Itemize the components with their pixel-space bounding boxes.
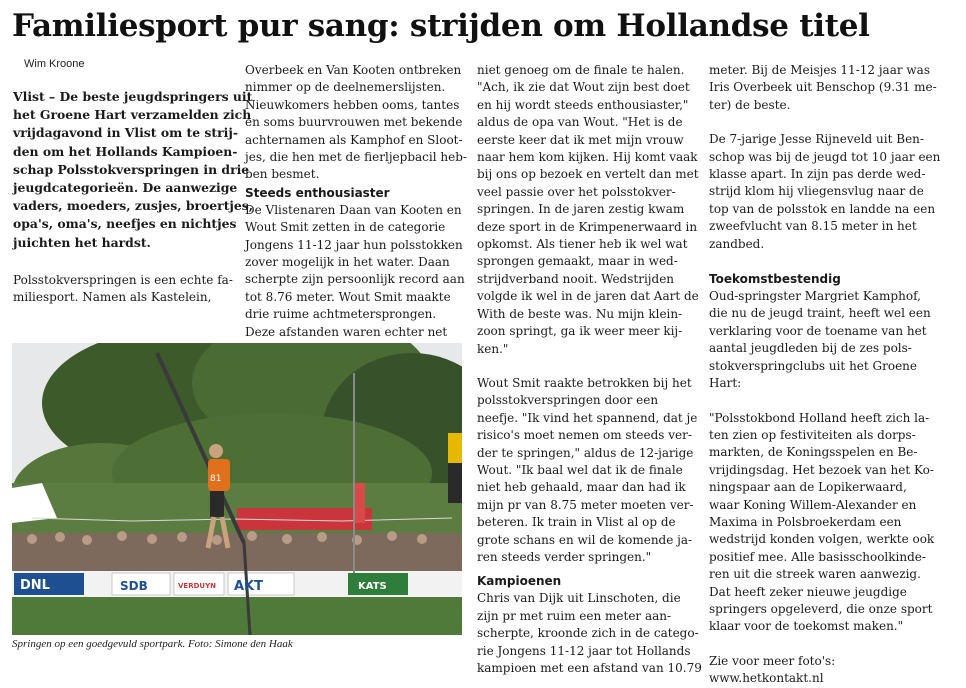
text-line: strijd klom hij vliegensvlug naar de — [709, 184, 924, 199]
text-line: With de beste was. Nu mijn klein- — [477, 306, 683, 321]
jersey-number: 81 — [210, 474, 222, 484]
text-line: eerste keer dat ik met mijn vrouw — [477, 132, 684, 147]
text-line: Zie voor meer foto's: — [709, 653, 836, 668]
text-line: Wout Smit raakte betrokken bij het — [477, 375, 692, 390]
text-line: aldus de opa van Wout. "Het is de — [477, 115, 683, 130]
text-line: ten zien op festiviteiten als dorps- — [709, 427, 916, 442]
body-paragraph — [477, 62, 705, 358]
text-line: ren steeds verder springen." — [477, 549, 652, 564]
text-line: scherpte, kroonde zich in de catego- — [477, 626, 699, 641]
text-line: neefje. "Ik vind het spannend, dat je — [477, 410, 698, 425]
text-line: ren uit die streek waren aanwezig. — [709, 567, 921, 582]
text-line: Vlist – De beste jeugdspringers uit — [13, 89, 253, 104]
text-line: miliesport. Namen als Kastelein, — [13, 290, 212, 305]
banner-akt: AKT — [234, 579, 264, 594]
text-line: opa's, oma's, neefjes en nichtjes — [13, 216, 237, 232]
text-line: meter. Bij de Meisjes 11-12 jaar was — [709, 63, 930, 77]
pole-vault-photo-illustration — [12, 343, 462, 635]
text-line: veel passie over het polsstokver- — [477, 184, 676, 199]
text-line: schop was bij de jeugd tot 10 jaar een — [709, 149, 941, 164]
subheading-steeds-enthousiaster: Steeds enthousiaster — [245, 185, 390, 200]
text-line: springen. In de jaren zestig kwam — [477, 202, 685, 217]
quote-paragraph — [709, 410, 949, 636]
banner-dnl: DNL — [20, 578, 50, 593]
body-paragraph — [709, 62, 949, 114]
text-line: vrijdagavond in Vlist om te strij- — [13, 125, 238, 141]
text-line: ningspaar aan de Lopikerwaard, — [709, 480, 907, 495]
text-line: wedstrijd konden volgen, werkte ook — [709, 532, 935, 547]
text-line: niet heb gehaald, maar dan had ik — [477, 480, 686, 495]
text-line: De 7-jarige Jesse Rijneveld uit Ben- — [709, 132, 924, 147]
subheading-toekomstbestendig: Toekomstbestendig — [709, 272, 841, 287]
text-line: waar Koning Willem-Alexander en — [709, 497, 917, 512]
text-line: mijn pr van 8.75 meter moeten ver- — [477, 497, 694, 512]
text-line: www.hetkontakt.nl — [709, 671, 824, 686]
text-line: "Ach, ik zie dat Wout zijn best doet — [477, 80, 690, 95]
text-line: den om het Hollands Kampioen- — [13, 143, 238, 159]
text-line: Jongens 11-12 jaar hun polsstokken — [245, 237, 463, 252]
more-photos-link[interactable] — [709, 653, 949, 688]
text-line: Polsstokverspringen is een echte fa- — [13, 272, 233, 287]
author-byline: Wim Kroone — [24, 58, 85, 70]
text-line: niet genoeg om de finale te halen. — [477, 63, 685, 77]
text-line: markten, de Koningsspelen en Be- — [709, 445, 918, 460]
article-photo — [12, 343, 462, 635]
body-paragraph — [477, 375, 705, 566]
text-line: grote schans en wil de komende ja- — [477, 532, 693, 547]
text-line: ben besmet. — [245, 167, 320, 182]
text-line: achternamen als Kamphof en Sloot- — [245, 132, 463, 147]
text-line: Oud-springster Margriet Kamphof, — [709, 289, 921, 304]
text-line: Maxima in Polsbroekerdam een — [709, 514, 902, 529]
text-line: top van de polsstok en landde na een — [709, 201, 936, 216]
photo-caption: Springen op een goedgevuld sportpark. Foto: Simone den Haak — [12, 638, 293, 650]
text-line: springers opgeleverd, die onze sport — [709, 601, 933, 616]
text-line: zover mogelijk in het water. Daan — [245, 255, 450, 270]
text-line: Wout. "Ik baal wel dat ik de finale — [477, 462, 683, 477]
text-line: Wout Smit zetten in de categorie — [245, 220, 446, 235]
text-line: aantal jeugdleden bij de zes pols- — [709, 341, 912, 356]
headline: Familiesport pur sang: strijden om Hollandse titel — [12, 8, 870, 44]
text-line: risico's moet nemen om steeds ver- — [477, 428, 692, 443]
text-line: strijdverband nooit. Wedstrijden — [477, 271, 675, 286]
text-line: zweefvlucht van 8.15 meter in het — [709, 219, 917, 234]
text-line: zoon springt, ga ik weer meer kij- — [477, 324, 683, 339]
article-column-2 — [245, 62, 473, 341]
body-paragraph — [477, 590, 705, 677]
text-line: scherpte zijn persoonlijk record aan — [245, 272, 465, 287]
text-line: het Groene Hart verzamelden zich — [13, 107, 252, 123]
text-line: ter) de beste. — [709, 97, 791, 112]
body-paragraph — [245, 62, 473, 184]
text-line: Dat heeft zeker nieuwe jeugdige — [709, 584, 907, 599]
text-line: polsstokverspringen door een — [477, 393, 659, 408]
text-line: zijn pr met ruim een meter aan- — [477, 608, 672, 623]
text-line: vaders, moeders, zusjes, broertjes, — [13, 198, 254, 214]
banner-sdb: SDB — [120, 579, 148, 593]
text-line: drie ruime achtmetersprongen. — [245, 307, 437, 322]
body-paragraph — [13, 272, 241, 307]
text-line: Deze afstanden waren echter net — [245, 324, 448, 339]
text-line: Chris van Dijk uit Linschoten, die — [477, 591, 681, 606]
text-line: Hart: — [709, 376, 742, 391]
text-line: stokverspringclubs uit het Groene — [709, 358, 918, 373]
text-line: juichten het hardst. — [13, 234, 151, 250]
text-line: "Polsstokbond Holland heeft zich la- — [709, 410, 930, 425]
subheading-kampioenen: Kampioenen — [477, 574, 562, 589]
text-line: ken." — [477, 341, 509, 356]
text-line: volgde ik wel in de jaren dat Aart de — [477, 289, 699, 304]
body-paragraph — [245, 202, 473, 341]
body-paragraph — [709, 288, 949, 392]
text-line: bij ons op bezoek en vertelt dan met — [477, 167, 699, 182]
text-line: beteren. Ik train in Vlist al op de — [477, 515, 676, 530]
text-line: der te springen," aldus de 12-jarige — [477, 445, 694, 460]
text-line: klaar voor de toekomst maken." — [709, 619, 904, 634]
banner-verduyn: VERDUYN — [178, 582, 217, 590]
article-column-4 — [709, 62, 949, 688]
body-paragraph — [709, 131, 949, 253]
text-line: en soms buurvrouwen met bekende — [245, 115, 463, 130]
text-line: vrijdingsdag. Het bezoek van het Ko- — [709, 462, 934, 477]
text-line: naar hem kom kijken. Hij komt vaak — [477, 150, 698, 165]
lead-paragraph — [13, 88, 254, 252]
text-line: positief mee. Alle basisschoolkinde- — [709, 549, 926, 564]
text-line: Iris Overbeek uit Benschop (9.31 me- — [709, 80, 937, 95]
text-line: klasse apart. In zijn pas derde wed- — [709, 167, 926, 182]
text-line: opkomst. Als tiener heb ik wel wat — [477, 237, 688, 252]
text-line: jeugdcategorieën. De aanwezige — [13, 180, 238, 196]
text-line: kampioen met een afstand van 10.79 — [477, 661, 702, 675]
text-line: deze sport in de Krimpenerwaard in — [477, 219, 698, 234]
article-column-3 — [477, 62, 705, 677]
text-line: Nieuwkomers hebben ooms, tantes — [245, 97, 460, 112]
text-line: sprongen gemaakt, maar in wed- — [477, 254, 678, 269]
text-line: jes, die hen met de fierljepbacil heb- — [245, 150, 467, 165]
text-line: rie Jongens 11-12 jaar tot Hollands — [477, 643, 691, 658]
text-line: zandbed. — [709, 236, 765, 251]
banner-kats: KATS — [358, 581, 387, 592]
text-line: verklaring voor de toename van het — [709, 323, 927, 338]
text-line: nimmer op de deelnemerslijsten. — [245, 80, 446, 95]
text-line: De Vlistenaren Daan van Kooten en — [245, 202, 462, 217]
text-line: tot 8.76 meter. Wout Smit maakte — [245, 289, 451, 304]
text-line: schap Polsstokverspringen in drie — [13, 161, 250, 177]
text-line: die nu de jeugd traint, heeft wel een — [709, 306, 931, 321]
text-line: Overbeek en Van Kooten ontbreken — [245, 63, 462, 77]
article-column-1 — [13, 88, 254, 307]
text-line: en hij wordt steeds enthousiaster," — [477, 97, 689, 112]
